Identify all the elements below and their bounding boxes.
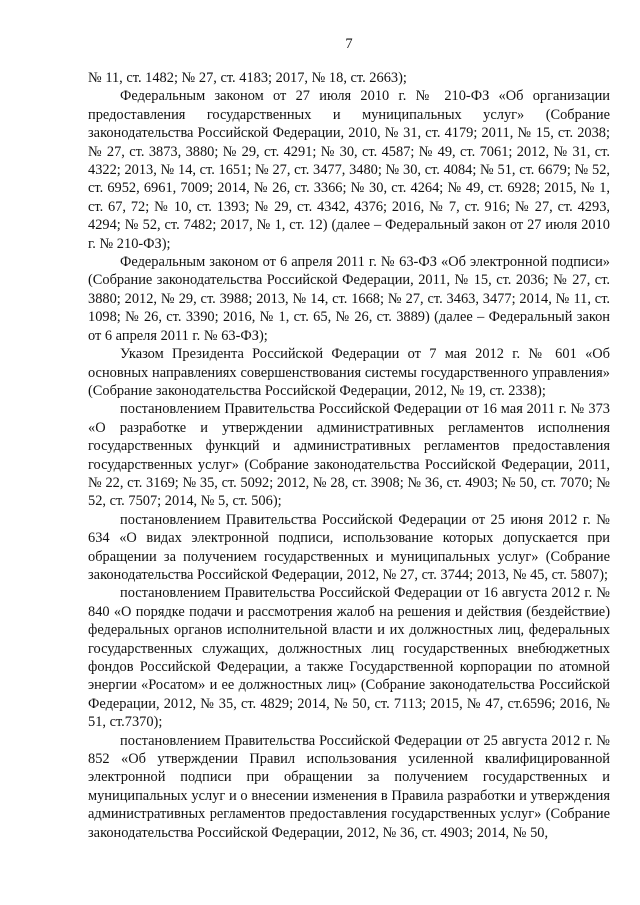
paragraph-7: постановлением Правительства Российской Федерации от 16 августа 2012 г. № 840 «О порядке подачи и рассмотрения жалоб на решения и действия (бездействие) федеральных органов исполнительной власти и их должностных лиц, федеральных государственных служащих, должностных лиц государственных внебюджетных фондов Российской Федерации, а также Государственной корпорации по атомной энергии «Росатом» и ее должностных лиц» (Собрание законодательства Российской Федерации, 2012, № 35, ст. 4829; 2014, № 50, ст. 7113; 2015, № 47, ст.6596; 2016, № 51, ст.7370); xyxy=(88,585,610,731)
paragraph-2: Федеральным законом от 27 июля 2010 г. № 210-ФЗ «Об организации предоставления государственных и муниципальных услуг» (Собрание законодательства Российской Федерации, 2010, № 31, ст. 4179; 2011, № 15, ст. 2038; № 27, ст. 3873, 3880; № 29, ст. 4291; № 30, ст. 4587; № 49, ст. 7061; 2012, № 31, ст. 4322; 2013, № 14, ст. 1651; № 27, ст. 3477, 3480; № 30, ст. 4084; № 51, ст. 6679; № 52, ст. 6952, 6961, 7009; 2014, № 26, ст. 3366; № 30, ст. 4264; № 49, ст. 6928; 2015, № 1, ст. 67, 72; № 10, ст. 1393; № 29, ст. 4342, 4376; 2016, № 7, ст. 916; № 27, ст. 4293, 4294; № 52, ст. 7482; 2017, № 1, ст. 12) (далее – Федеральный закон от 27 июля 2010 г. № 210-ФЗ); xyxy=(88,88,610,252)
paragraph-6: постановлением Правительства Российской Федерации от 25 июня 2012 г. № 634 «О видах электронной подписи, использование которых допускается при обращении за получением государственных и муниципальных услуг» (Собрание законодательства Российской Федерации, 2012, № 27, ст. 3744; 2013, № 45, ст. 5807); xyxy=(88,511,610,583)
paragraph-3: Федеральным законом от 6 апреля 2011 г. № 63-ФЗ «Об электронной подписи» (Собрание законодательства Российской Федерации, 2011, № 15, ст. 2036; № 27, ст. 3880; 2012, № 29, ст. 3988; 2013, № 14, ст. 1668; № 27, ст. 3463, 3477; 2014, № 11, ст. 1098; № 26, ст. 3390; 2016, № 1, ст. 65, № 26, ст. 3889) (далее – Федеральный закон от 6 апреля 2011 г. № 63-ФЗ); xyxy=(88,254,610,344)
document-body xyxy=(88,69,610,842)
paragraph-4: Указом Президента Российской Федерации от 7 мая 2012 г. № 601 «Об основных направлениях совершенствования системы государственного управления» (Собрание законодательства Российской Федерации, 2012, № 19, ст. 2338); xyxy=(88,346,610,399)
paragraph-8: постановлением Правительства Российской Федерации от 25 августа 2012 г. № 852 «Об утверждении Правил использования усиленной квалифицированной электронной подписи при обращении за получением государственных и муниципальных услуг и о внесении изменения в Правила разработки и утверждения административных регламентов предоставления государственных услуг» (Собрание законодательства Российской Федерации, 2012, № 36, ст. 4903; 2014, № 50, xyxy=(88,732,610,841)
page-number: 7 xyxy=(345,36,353,52)
paragraph-1: № 11, ст. 1482; № 27, ст. 4183; 2017, № 18, ст. 2663); xyxy=(88,70,407,86)
paragraph-5: постановлением Правительства Российской Федерации от 16 мая 2011 г. № 373 «О разработке и утверждении административных регламентов исполнения государственных функций и административных регламентов предоставления государственных услуг» (Собрание законодательства Российской Федерации, 2011, № 22, ст. 3169; № 35, ст. 5092; 2012, № 28, ст. 3908; № 36, ст. 4903; № 50, ст. 7070; № 52, ст. 7507; 2014, № 5, ст. 506); xyxy=(88,401,610,510)
